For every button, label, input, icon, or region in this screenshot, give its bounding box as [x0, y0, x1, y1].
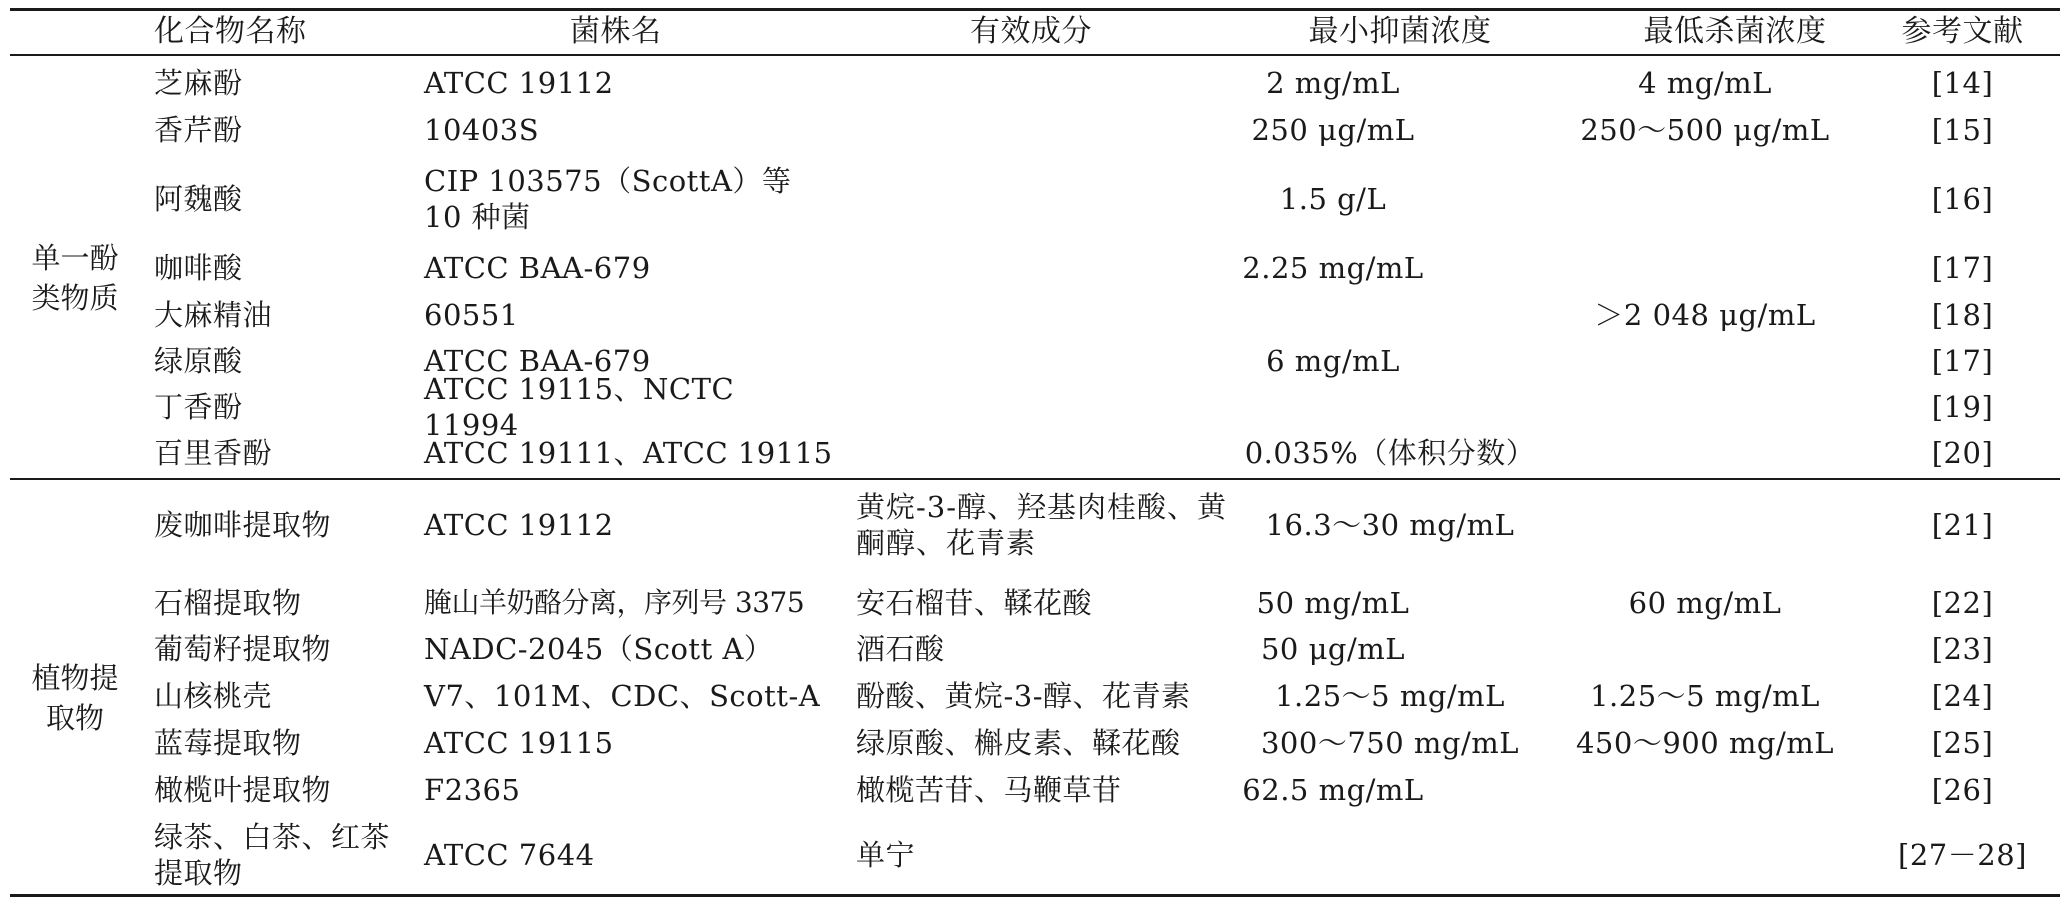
cell-mbc: [1540, 430, 1870, 476]
cell-ref: [16]: [1931, 182, 1994, 216]
cell-active: [856, 384, 1226, 430]
cell-mbc: 4 mg/mL: [1638, 66, 1772, 100]
header-mbc: 最低杀菌浓度: [1643, 14, 1827, 49]
cell-mbc: ＞2 048 μg/mL: [1594, 298, 1816, 332]
header-strain: 菌株名: [570, 14, 662, 49]
cell-active: 单宁: [856, 838, 916, 872]
table-row: [10, 626, 2060, 672]
cell-active: [856, 244, 1226, 292]
header-group: [10, 12, 140, 52]
cell-mbc: [1540, 338, 1870, 384]
cell-mbc: [1540, 156, 1870, 242]
cell-mbc: [1540, 766, 1870, 814]
cell-mbc: 1.25～5 mg/mL: [1590, 679, 1820, 713]
cell-ref: [15]: [1931, 113, 1994, 147]
cell-strain: ATCC 19115: [424, 726, 614, 760]
cell-active: 酒石酸: [856, 632, 945, 666]
cell-ref: [27－28]: [1898, 838, 2027, 872]
cell-ref: [21]: [1931, 508, 1994, 542]
cell-compound: 山核桃壳: [154, 679, 273, 713]
cell-mbc: [1540, 384, 1870, 430]
cell-compound: 香芹酚: [154, 113, 243, 147]
table-row: [10, 156, 2060, 242]
table-row: [10, 482, 2060, 568]
table-row: [10, 720, 2060, 766]
cell-compound: 阿魏酸: [154, 182, 243, 216]
cell-mbc: [1540, 244, 1870, 292]
table-header: [10, 12, 2060, 52]
cell-active: [856, 60, 1226, 106]
cell-ref: [24]: [1931, 679, 1994, 713]
table-row: [10, 580, 2060, 626]
table-row: [10, 338, 2060, 384]
cell-mic: 2.25 mg/mL: [1242, 251, 1424, 285]
cell-mbc: [1540, 816, 1870, 894]
group-label: 单一酚类物质: [31, 241, 119, 315]
cell-mic: 50 μg/mL: [1260, 632, 1406, 666]
cell-strain: ATCC 19111、ATCC 19115: [424, 436, 833, 470]
cell-strain: CIP 103575（ScottA）等 10 种菌: [424, 164, 792, 234]
header-active: 有效成分: [970, 14, 1092, 49]
table-row: [10, 766, 2060, 814]
cell-mic: 50 mg/mL: [1256, 586, 1410, 620]
cell-strain: 10403S: [424, 113, 540, 147]
cell-compound: 绿原酸: [154, 344, 243, 378]
cell-compound: 绿茶、白茶、红茶提取物: [154, 820, 391, 890]
bottom-rule: [10, 894, 2060, 897]
cell-compound: 芝麻酚: [154, 66, 243, 100]
cell-ref: [20]: [1931, 436, 1994, 470]
cell-strain: ATCC 7644: [424, 838, 595, 872]
cell-ref: [17]: [1931, 251, 1994, 285]
cell-compound: 葡萄籽提取物: [154, 632, 332, 666]
cell-mbc: 60 mg/mL: [1628, 586, 1782, 620]
cell-compound: 废咖啡提取物: [154, 508, 332, 542]
header-ref: 参考文献: [1901, 14, 2024, 49]
cell-ref: [23]: [1931, 632, 1994, 666]
cell-active: [856, 338, 1226, 384]
cell-strain: 60551: [424, 298, 519, 332]
cell-mic: 1.25～5 mg/mL: [1275, 679, 1505, 713]
cell-mbc: [1540, 482, 1870, 568]
cell-compound: 石榴提取物: [154, 586, 302, 620]
cell-compound: 蓝莓提取物: [154, 726, 302, 760]
cell-active: 橄榄苦苷、马鞭草苷: [856, 773, 1122, 807]
cell-strain: 腌山羊奶酪分离，序列号 3375: [424, 586, 805, 619]
table-row: [10, 106, 2060, 154]
cell-compound: 咖啡酸: [154, 251, 243, 285]
cell-strain: ATCC BAA-679: [424, 344, 651, 378]
cell-mic: 6 mg/mL: [1266, 344, 1400, 378]
cell-mic: [1213, 816, 1453, 894]
cell-compound: 百里香酚: [154, 436, 273, 470]
cell-strain: V7、101M、CDC、Scott-A: [424, 679, 821, 713]
cell-mic: 250 μg/mL: [1251, 113, 1415, 147]
cell-strain: ATCC 19112: [424, 66, 614, 100]
table-row: [10, 292, 2060, 338]
cell-ref: [17]: [1931, 344, 1994, 378]
cell-mic: [1213, 384, 1453, 430]
cell-mic: 16.3～30 mg/mL: [1265, 508, 1515, 542]
cell-mic: 1.5 g/L: [1279, 182, 1387, 216]
cell-mbc: 250～500 μg/mL: [1580, 113, 1830, 147]
cell-active: 黄烷-3-醇、羟基肉桂酸、黄酮醇、花青素: [856, 490, 1228, 560]
table-row: [10, 430, 2060, 476]
cell-ref: [26]: [1931, 773, 1994, 807]
cell-active: 绿原酸、槲皮素、鞣花酸: [856, 726, 1181, 760]
cell-ref: [14]: [1931, 66, 1994, 100]
table-row: [10, 816, 2060, 894]
cell-active: [856, 156, 1226, 242]
cell-mic: 300～750 mg/mL: [1260, 726, 1519, 760]
cell-ref: [22]: [1931, 586, 1994, 620]
group-divider: [10, 478, 2060, 480]
cell-strain: ATCC BAA-679: [424, 251, 651, 285]
cell-strain: F2365: [424, 773, 521, 807]
table-row: [10, 244, 2060, 292]
cell-active: [856, 430, 1226, 476]
cell-compound: 橄榄叶提取物: [154, 773, 332, 807]
cell-mic: [1213, 292, 1453, 338]
cell-ref: [18]: [1931, 298, 1994, 332]
cell-mbc: 450～900 mg/mL: [1575, 726, 1834, 760]
cell-ref: [25]: [1931, 726, 1994, 760]
cell-active: [856, 292, 1226, 338]
table-row: [10, 372, 2060, 442]
cell-strain: ATCC 19115、NCTC 11994: [424, 372, 735, 442]
table-row: [10, 60, 2060, 106]
cell-mic: 62.5 mg/mL: [1242, 773, 1424, 807]
header-compound: 化合物名称: [154, 14, 307, 49]
cell-ref: [19]: [1931, 390, 1994, 424]
cell-compound: 大麻精油: [154, 298, 273, 332]
cell-mbc: [1540, 626, 1870, 672]
header-rule: [10, 54, 2060, 56]
cell-active: [856, 106, 1226, 154]
data-table: [10, 8, 2060, 896]
cell-active: 安石榴苷、鞣花酸: [856, 586, 1093, 620]
cell-strain: NADC-2045（Scott A）: [424, 632, 774, 666]
top-rule: [10, 8, 2060, 11]
header-mic: 最小抑菌浓度: [1308, 14, 1492, 49]
cell-active: 酚酸、黄烷-3-醇、花青素: [856, 679, 1191, 713]
cell-strain: ATCC 19112: [424, 508, 614, 542]
table-row: [10, 672, 2060, 720]
cell-mic: 0.035%（体积分数）: [1244, 436, 1536, 470]
group-label: 植物提取物: [31, 661, 119, 735]
cell-compound: 丁香酚: [154, 390, 243, 424]
cell-mic: 2 mg/mL: [1266, 66, 1400, 100]
